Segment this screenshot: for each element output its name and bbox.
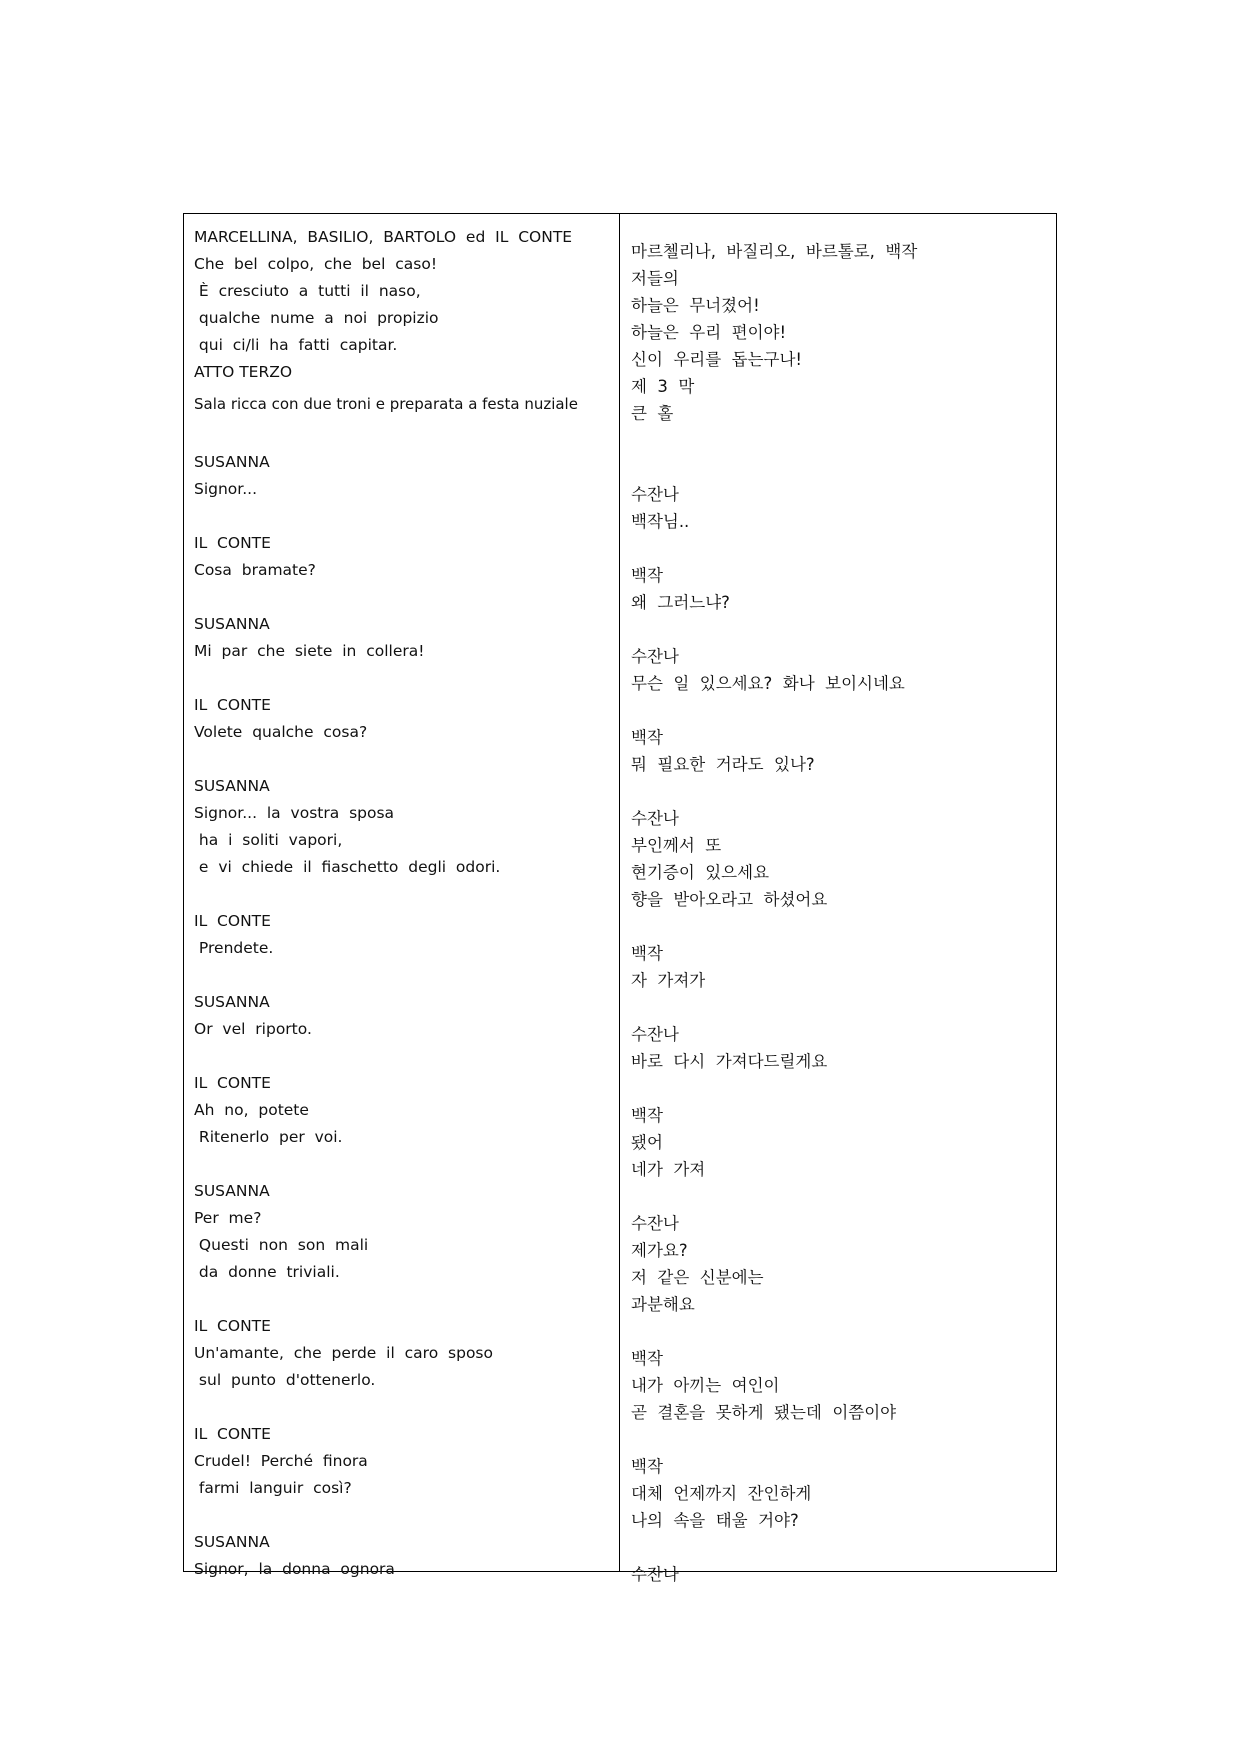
libretto-table — [183, 213, 1057, 1584]
italian-blank-line — [194, 1151, 611, 1178]
korean-speaker-name: 백작 — [631, 944, 663, 963]
korean-lyric-line: 나의 속을 태울 거야? — [631, 1511, 799, 1530]
korean-blank-line — [631, 1426, 1048, 1453]
korean-lyric-line: 곧 결혼을 못하게 됐는데 이쯤이야 — [631, 1403, 897, 1422]
italian-lyric-line: qualche nume a noi propizio — [194, 309, 439, 327]
korean-lyric-line: 네가 가져 — [631, 1160, 706, 1179]
italian-column — [184, 214, 619, 1578]
korean-blank-line — [631, 1318, 1048, 1345]
italian-lyric-line: Or vel riporto. — [194, 1020, 312, 1038]
korean-speaker-name: 수잔나 — [631, 485, 679, 504]
korean-blank-line — [631, 913, 1048, 940]
italian-speaker-name: IL CONTE — [194, 534, 271, 552]
korean-lyric-line: 왜 그러느냐? — [631, 593, 730, 612]
korean-speaker-name: 백작 — [631, 1349, 663, 1368]
italian-speaker-name: SUSANNA — [194, 1182, 270, 1200]
italian-lyric-line: Signor... — [194, 480, 258, 498]
korean-lyric-line: 부인께서 또 — [631, 836, 722, 855]
korean-blank-line — [631, 697, 1048, 724]
italian-lyric-line: da donne triviali. — [194, 1263, 340, 1281]
italian-speaker-name: SUSANNA — [194, 993, 270, 1011]
italian-blank-line — [194, 1502, 611, 1529]
korean-speaker-name: 백작 — [631, 566, 663, 585]
korean-speaker-name: 백작 — [631, 728, 663, 747]
korean-speaker-name: 수잔나 — [631, 647, 679, 666]
italian-speaker-name: IL CONTE — [194, 912, 271, 930]
korean-lyric-line: 대체 언제까지 잔인하게 — [631, 1484, 812, 1503]
italian-lyric-line: qui ci/li ha fatti capitar. — [194, 336, 398, 354]
italian-speaker-name: SUSANNA — [194, 777, 270, 795]
korean-lyric-line: 무슨 일 있으세요? 화나 보이시네요 — [631, 674, 905, 693]
korean-lyric-line: 큰 홀 — [631, 404, 674, 423]
korean-speaker-name: 백작 — [631, 1457, 663, 1476]
italian-lyric-line: Ritenerlo per voi. — [194, 1128, 343, 1146]
italian-lyric-line: ha i soliti vapori, — [194, 831, 343, 849]
korean-blank-line — [631, 616, 1048, 643]
korean-blank-line — [631, 1534, 1048, 1561]
korean-blank-line — [631, 427, 1048, 454]
italian-blank-line — [194, 1286, 611, 1313]
korean-speaker-name: 백작 — [631, 1106, 663, 1125]
korean-lyric-line: 하늘은 우리 편이야! — [631, 323, 787, 342]
korean-blank-line — [631, 778, 1048, 805]
italian-lyric-line: Signor... la vostra sposa — [194, 804, 395, 822]
italian-speaker-name: IL CONTE — [194, 696, 271, 714]
italian-lyric-line: Un'amante, che perde il caro sposo — [194, 1344, 493, 1362]
korean-lyric-line: 과분해요 — [631, 1295, 695, 1314]
korean-blank-line — [631, 454, 1048, 481]
italian-blank-line — [194, 962, 611, 989]
italian-lyric-line: farmi languir così? — [194, 1479, 352, 1497]
korean-lyric-line: 제가요? — [631, 1241, 688, 1260]
korean-speaker-name: 수잔나 — [631, 1214, 679, 1233]
italian-lyric-line: e vi chiede il fiaschetto degli odori. — [194, 858, 501, 876]
italian-blank-line — [194, 1394, 611, 1421]
italian-blank-line — [194, 746, 611, 773]
italian-blank-line — [194, 1043, 611, 1070]
korean-speaker-name: 마르첼리나, 바질리오, 바르톨로, 백작 — [631, 242, 918, 261]
italian-lyric-line: Questi non son mali — [194, 1236, 369, 1254]
italian-speaker-name: IL CONTE — [194, 1425, 271, 1443]
korean-speaker-name: 수잔나 — [631, 1025, 679, 1044]
korean-lyric-line: 저 같은 신분에는 — [631, 1268, 764, 1287]
korean-blank-line — [631, 1183, 1048, 1210]
italian-speaker-name: MARCELLINA, BASILIO, BARTOLO ed IL CONTE — [194, 228, 573, 246]
korean-blank-line — [631, 224, 1048, 238]
korean-speaker-name: 수잔나 — [631, 809, 679, 828]
italian-lyric-line: sul punto d'ottenerlo. — [194, 1371, 376, 1389]
korean-lyric-line: 내가 아끼는 여인이 — [631, 1376, 780, 1395]
italian-blank-line — [194, 422, 611, 449]
italian-speaker-name: IL CONTE — [194, 1074, 271, 1092]
italian-speaker-name: IL CONTE — [194, 1317, 271, 1335]
italian-speaker-name: SUSANNA — [194, 615, 270, 633]
italian-speaker-name: SUSANNA — [194, 453, 270, 471]
korean-lyric-line: 자 가져가 — [631, 971, 706, 990]
italian-stage-direction: Sala ricca con due troni e preparata a festa nuziale — [194, 395, 578, 413]
italian-speaker-name: ATTO TERZO — [194, 363, 293, 381]
korean-blank-line — [631, 535, 1048, 562]
korean-lyric-line: 신이 우리를 돕는구나! — [631, 350, 803, 369]
italian-blank-line — [194, 665, 611, 692]
italian-lyric-line: Prendete. — [194, 939, 274, 957]
italian-blank-line — [194, 881, 611, 908]
italian-lyric-line: Volete qualche cosa? — [194, 723, 368, 741]
italian-lyric-line: Cosa bramate? — [194, 561, 316, 579]
korean-lyric-line: 백작님.. — [631, 512, 690, 531]
italian-lyric-line: È cresciuto a tutti il naso, — [194, 282, 421, 300]
korean-speaker-name: 제 3 막 — [631, 377, 695, 396]
italian-lyric-line: Ah no, potete — [194, 1101, 309, 1119]
korean-lyric-line: 저들의 — [631, 269, 679, 288]
korean-blank-line — [631, 994, 1048, 1021]
italian-blank-line — [194, 503, 611, 530]
korean-speaker-name: 수잔나 — [631, 1565, 679, 1584]
korean-lyric-line: 현기증이 있으세요 — [631, 863, 770, 882]
italian-lyric-line: Mi par che siete in collera! — [194, 642, 425, 660]
korean-lyric-line: 하늘은 무너졌어! — [631, 296, 760, 315]
italian-speaker-name: SUSANNA — [194, 1533, 270, 1551]
korean-lyric-line: 바로 다시 가져다드릴게요 — [631, 1052, 828, 1071]
italian-lyric-line: Signor, la donna ognora — [194, 1560, 395, 1578]
italian-lyric-line: Che bel colpo, che bel caso! — [194, 255, 438, 273]
korean-lyric-line: 향을 받아오라고 하셨어요 — [631, 890, 828, 909]
korean-blank-line — [631, 1075, 1048, 1102]
korean-lyric-line: 됐어 — [631, 1133, 663, 1152]
italian-blank-line — [194, 584, 611, 611]
korean-column — [619, 214, 1056, 1584]
korean-lyric-line: 뭐 필요한 거라도 있나? — [631, 755, 815, 774]
italian-lyric-line: Per me? — [194, 1209, 262, 1227]
italian-lyric-line: Crudel! Perché finora — [194, 1452, 368, 1470]
